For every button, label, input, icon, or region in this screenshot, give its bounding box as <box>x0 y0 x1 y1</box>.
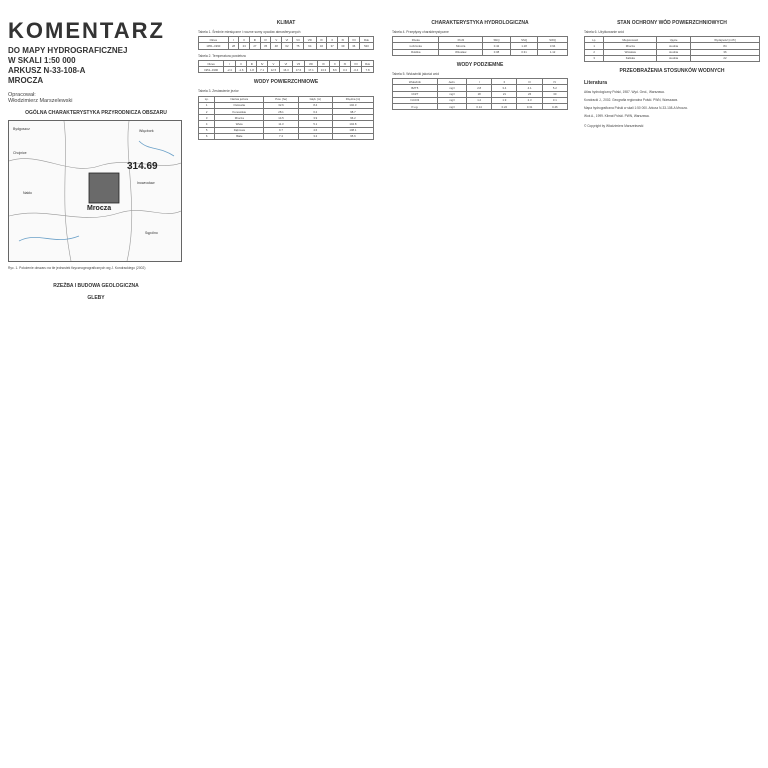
table-header-cell: V <box>271 37 282 43</box>
table-header-cell: I <box>228 37 239 43</box>
table-cell: 0.31 <box>510 49 537 55</box>
section-heading-climate: KLIMAT <box>276 20 296 26</box>
table-cell: 8.6 <box>330 67 340 73</box>
table-cell: 3.94 <box>538 43 568 49</box>
table-cell: 0.46 <box>542 103 567 109</box>
table-2-caption: Tabela 2. Temperatura powietrza <box>198 53 246 58</box>
table-6 <box>584 36 760 62</box>
table-header-cell: VIII <box>305 60 318 66</box>
map-sheet-number: 314.69 <box>127 161 158 172</box>
column-4 <box>584 14 760 758</box>
table-cell: 32.6 <box>264 102 298 108</box>
table-cell: 7.4 <box>264 133 298 139</box>
table-header-cell: II <box>239 37 250 43</box>
table-header-cell: Ujęcie <box>657 37 691 43</box>
table-cell: 75 <box>292 43 303 49</box>
table-cell: mg/l <box>437 97 466 103</box>
table-row <box>393 49 568 55</box>
section-heading-hydrology: CHARAKTERYSTYKA HYDROLOGICZNA <box>431 20 529 26</box>
table-header-cell: SSQ <box>510 37 537 43</box>
table-cell: 0.22 <box>492 103 517 109</box>
table-header-cell: Lp. <box>585 37 604 43</box>
subtitle-line-2: W SKALI 1:50 000 <box>8 56 76 65</box>
table-cell: Mrocza <box>215 115 264 121</box>
table-cell: studnia <box>657 49 691 55</box>
table-cell: 104.8 <box>332 121 373 127</box>
table-header-cell: Rok <box>362 60 374 66</box>
table-4 <box>392 36 568 56</box>
table-cell: 36 <box>690 49 759 55</box>
table-cell: Witosław <box>439 49 483 55</box>
table-cell: 108.1 <box>332 127 373 133</box>
author-label: Opracował: <box>8 92 36 98</box>
table-cell: Witosław <box>604 49 657 55</box>
table-cell: 7.1 <box>257 67 267 73</box>
table-cell: 2.8 <box>467 85 492 91</box>
table-header-cell: III <box>247 60 257 66</box>
section-heading-surface-water: WODY POWIERZCHNIOWE <box>253 79 319 86</box>
copyright-note: © Copyright by Włodzimierz Marszelewski <box>584 124 644 129</box>
table-6-caption: Tabela 6. Użytkowanie wód <box>584 30 624 34</box>
table-cell: P-og. <box>393 103 438 109</box>
table-cell: 520 <box>359 43 373 49</box>
table-cell: 2 <box>199 109 215 115</box>
table-cell: 8.4 <box>298 102 332 108</box>
table-cell: mg/l <box>437 103 466 109</box>
table-5 <box>392 78 568 110</box>
table-cell: studnia <box>657 55 691 61</box>
table-header-cell: Pow. [ha] <box>264 96 298 102</box>
table-row <box>199 133 374 139</box>
table-cell: 39 <box>338 43 349 49</box>
table-cell: Łobżonka <box>393 43 439 49</box>
table-cell: 7.8 <box>362 67 374 73</box>
table-header-cell: SWQ <box>538 37 568 43</box>
table-cell: 17.6 <box>292 67 305 73</box>
map-label-naklo: Nakło <box>23 191 32 195</box>
document-title: KOMENTARZ <box>8 18 165 43</box>
table-row <box>393 103 568 109</box>
table-cell: 98.7 <box>332 109 373 115</box>
table-header-cell: Jedn. <box>437 79 466 85</box>
table-cell: 1951–1990 <box>199 67 224 73</box>
table-cell: 28.1 <box>264 109 298 115</box>
table-cell: 14.5 <box>264 115 298 121</box>
body-text <box>8 272 184 277</box>
table-cell: 1 <box>199 102 215 108</box>
table-cell: 6.2 <box>298 109 332 115</box>
table-cell: -2.4 <box>224 67 236 73</box>
table-cell: -0.4 <box>350 67 362 73</box>
table-cell: 1.12 <box>538 49 568 55</box>
table-header-cell: IV <box>257 60 267 66</box>
table-header-cell: V <box>267 60 280 66</box>
table-4-caption: Tabela 4. Przepływy charakterystyczne <box>392 30 449 34</box>
table-cell: 3 <box>585 55 604 61</box>
table-cell: 3.9 <box>298 115 332 121</box>
literature-item-3: Mapa hydrograficzna Polski w skali 1:50 000. Arkusz N-33-108-A Mrocza. <box>584 106 688 111</box>
section-heading-forecast: PRZEOBRAŻENIA STOSUNKÓW WODNYCH <box>619 68 725 75</box>
table-header-cell: Lp. <box>199 96 215 102</box>
table-cell: 28 <box>228 43 239 49</box>
table-cell: Kunowskie <box>215 109 264 115</box>
table-cell: 0.08 <box>483 49 511 55</box>
table-cell: 4.1 <box>517 85 542 91</box>
map-label-bydgoszcz: Bydgoszcz <box>13 127 30 131</box>
table-header-cell: III <box>250 37 261 43</box>
table-cell: Dąbrowa <box>215 127 264 133</box>
table-cell: mg/l <box>437 91 466 97</box>
table-row <box>199 67 374 73</box>
table-header-cell: Rok <box>359 37 373 43</box>
subtitle-line-3: ARKUSZ N-33-108-A <box>8 66 86 75</box>
table-cell: 12.5 <box>267 67 280 73</box>
table-cell: 3.4 <box>492 85 517 91</box>
table-3 <box>198 96 374 140</box>
table-cell: 3 <box>199 115 215 121</box>
table-cell: 17.1 <box>305 67 318 73</box>
table-cell: 0.14 <box>467 103 492 109</box>
table-header-cell: IV <box>260 37 271 43</box>
table-header-cell: IX <box>317 60 330 66</box>
table-cell: 0.31 <box>517 103 542 109</box>
table-header-cell: VIII <box>304 37 317 43</box>
table-cell: 27 <box>250 43 261 49</box>
table-cell: 22 <box>690 55 759 61</box>
table-cell: 3.2 <box>298 133 332 139</box>
table-cell: 3.4 <box>340 67 350 73</box>
table-header-cell: VII <box>292 60 305 66</box>
table-3-caption: Tabela 3. Zestawienie jezior <box>198 89 239 94</box>
table-cell: 5.2 <box>542 85 567 91</box>
table-header-cell: VI <box>282 37 293 43</box>
table-header-cell: Okres <box>199 37 229 43</box>
section-heading-protection: STAN OCHRONY WÓD POWIERZCHNIOWYCH <box>617 20 727 26</box>
table-1-caption: Tabela 1. Średnie miesięczne i roczne sumy opadów atmosferycznych <box>198 30 301 34</box>
map-caption: Ryc. 1. Położenie obszaru na tle jednostek fizycznogeograficznych wg J. Kondrackiego (2002) <box>8 266 146 270</box>
table-cell: 1951–1990 <box>199 43 229 49</box>
table-header-cell: Profil <box>439 37 483 43</box>
table-2 <box>198 60 374 73</box>
table-cell: 3.1 <box>542 97 567 103</box>
table-header-cell: SNQ <box>483 37 511 43</box>
table-cell: ChZT <box>393 91 438 97</box>
table-cell: 48 <box>271 43 282 49</box>
map-label-inowroclaw: Inowrocław <box>137 181 155 185</box>
literature-item-4: Woś A., 1999. Klimat Polski. PWN, Warszawa. <box>584 114 650 119</box>
table-cell: BZT5 <box>393 85 438 91</box>
table-cell: Białe <box>215 133 264 139</box>
map-label-mrocza: Mrocza <box>87 205 112 212</box>
section-heading-literature: Literatura <box>584 80 608 87</box>
column-1 <box>8 14 184 758</box>
location-map <box>8 120 182 262</box>
table-header-cell: VII <box>292 37 303 43</box>
section-heading-groundwater: WODY PODZIEMNE <box>456 61 504 68</box>
table-header-cell: Rzeka <box>393 37 439 43</box>
table-header-cell: XII <box>350 60 362 66</box>
table-cell: Rokitka <box>393 49 439 55</box>
table-cell: mg/l <box>437 85 466 91</box>
section-heading-soils: GLEBY <box>87 294 105 301</box>
table-cell: 2 <box>585 49 604 55</box>
table-5-caption: Tabela 5. Wskaźniki jakości wód <box>392 71 440 76</box>
table-cell: 64 <box>304 43 317 49</box>
table-cell: 16.3 <box>280 67 293 73</box>
table-header-cell: I <box>224 60 236 66</box>
table-header-cell: IX <box>316 37 327 43</box>
map-label-wiecbork: Więcbork <box>139 129 154 133</box>
table-cell: 46 <box>316 43 327 49</box>
table-header-cell: I <box>467 79 492 85</box>
table-cell: 30 <box>542 91 567 97</box>
table-cell: 26 <box>517 91 542 97</box>
table-header-cell: II <box>235 60 247 66</box>
table-header-cell: X <box>327 37 338 43</box>
table-cell: 102.3 <box>332 102 373 108</box>
table-cell: N-NO3 <box>393 97 438 103</box>
table-cell: 6 <box>199 133 215 139</box>
table-header-cell: Wydajność [m³/h] <box>690 37 759 43</box>
table-cell: Mrocza <box>439 43 483 49</box>
section-heading-general: OGÓLNA CHARAKTERYSTYKA PRZYRODNICZA OBSZARU <box>25 110 167 116</box>
table-header-cell: II <box>492 79 517 85</box>
table-row <box>199 43 374 49</box>
table-header-cell: Głęb. [m] <box>298 96 332 102</box>
table-cell: 62 <box>282 43 293 49</box>
table-header-cell: XI <box>340 60 350 66</box>
table-1 <box>198 36 374 49</box>
table-cell: 84 <box>690 43 759 49</box>
table-header-cell: IV <box>542 79 567 85</box>
table-cell: 35 <box>260 43 271 49</box>
table-cell: Ostrowite <box>215 102 264 108</box>
table-header-cell: XII <box>348 37 359 43</box>
table-cell: 1.2 <box>467 97 492 103</box>
table-header-cell: Rzędna [m] <box>332 96 373 102</box>
table-cell: 9.7 <box>264 127 298 133</box>
table-cell: 5 <box>199 127 215 133</box>
table-cell: 18 <box>467 91 492 97</box>
table-cell: 23 <box>239 43 250 49</box>
table-cell: -1.6 <box>235 67 247 73</box>
table-cell: 95.6 <box>332 133 373 139</box>
table-cell: 1.9 <box>492 97 517 103</box>
table-row <box>585 55 760 61</box>
table-cell: 13.3 <box>317 67 330 73</box>
table-header-cell: Wskaźnik <box>393 79 438 85</box>
table-cell: studnia <box>657 43 691 49</box>
table-header-cell: VI <box>280 60 293 66</box>
literature-item-1: Atlas hydrologiczny Polski, 1987. Wyd. Geol., Warszawa. <box>584 90 665 95</box>
map-label-sepolno: Sępólno <box>145 231 158 235</box>
table-cell: 21 <box>492 91 517 97</box>
table-cell: 11.3 <box>264 121 298 127</box>
subtitle-line-1: DO MAPY HYDROGRAFICZNEJ <box>8 46 128 55</box>
table-header-cell: III <box>517 79 542 85</box>
table-cell: 1 <box>585 43 604 49</box>
table-header-cell: XI <box>338 37 349 43</box>
table-cell: 36 <box>348 43 359 49</box>
table-cell: 4.6 <box>298 127 332 133</box>
column-3 <box>392 14 568 758</box>
location-map-drawing <box>9 121 181 261</box>
table-cell: Wiele <box>215 121 264 127</box>
table-header-cell: Okres <box>199 60 224 66</box>
table-cell: Kaliska <box>604 55 657 61</box>
literature-item-2: Kondracki J., 2002. Geografia regionalna Polski. PWN, Warszawa. <box>584 98 678 103</box>
author-name: Włodzimierz Marszelewski <box>8 98 73 104</box>
table-cell: 4 <box>199 121 215 127</box>
map-label-chojnice: Chojnice <box>13 151 27 155</box>
subtitle-line-4: MROCZA <box>8 76 44 85</box>
table-cell: 5.1 <box>298 121 332 127</box>
table-header-cell: Nazwa jeziora <box>215 96 264 102</box>
table-header-cell: Miejscowość <box>604 37 657 43</box>
table-cell: 37 <box>327 43 338 49</box>
table-cell: 96.2 <box>332 115 373 121</box>
section-heading-relief: RZEŹBA I BUDOWA GEOLOGICZNA <box>53 282 139 289</box>
table-header-cell: X <box>330 60 340 66</box>
table-cell: 0.42 <box>483 43 511 49</box>
column-2 <box>198 14 374 758</box>
table-cell: 1.8 <box>247 67 257 73</box>
table-cell: 2.3 <box>517 97 542 103</box>
table-cell: Mrocza <box>604 43 657 49</box>
table-cell: 1.18 <box>510 43 537 49</box>
